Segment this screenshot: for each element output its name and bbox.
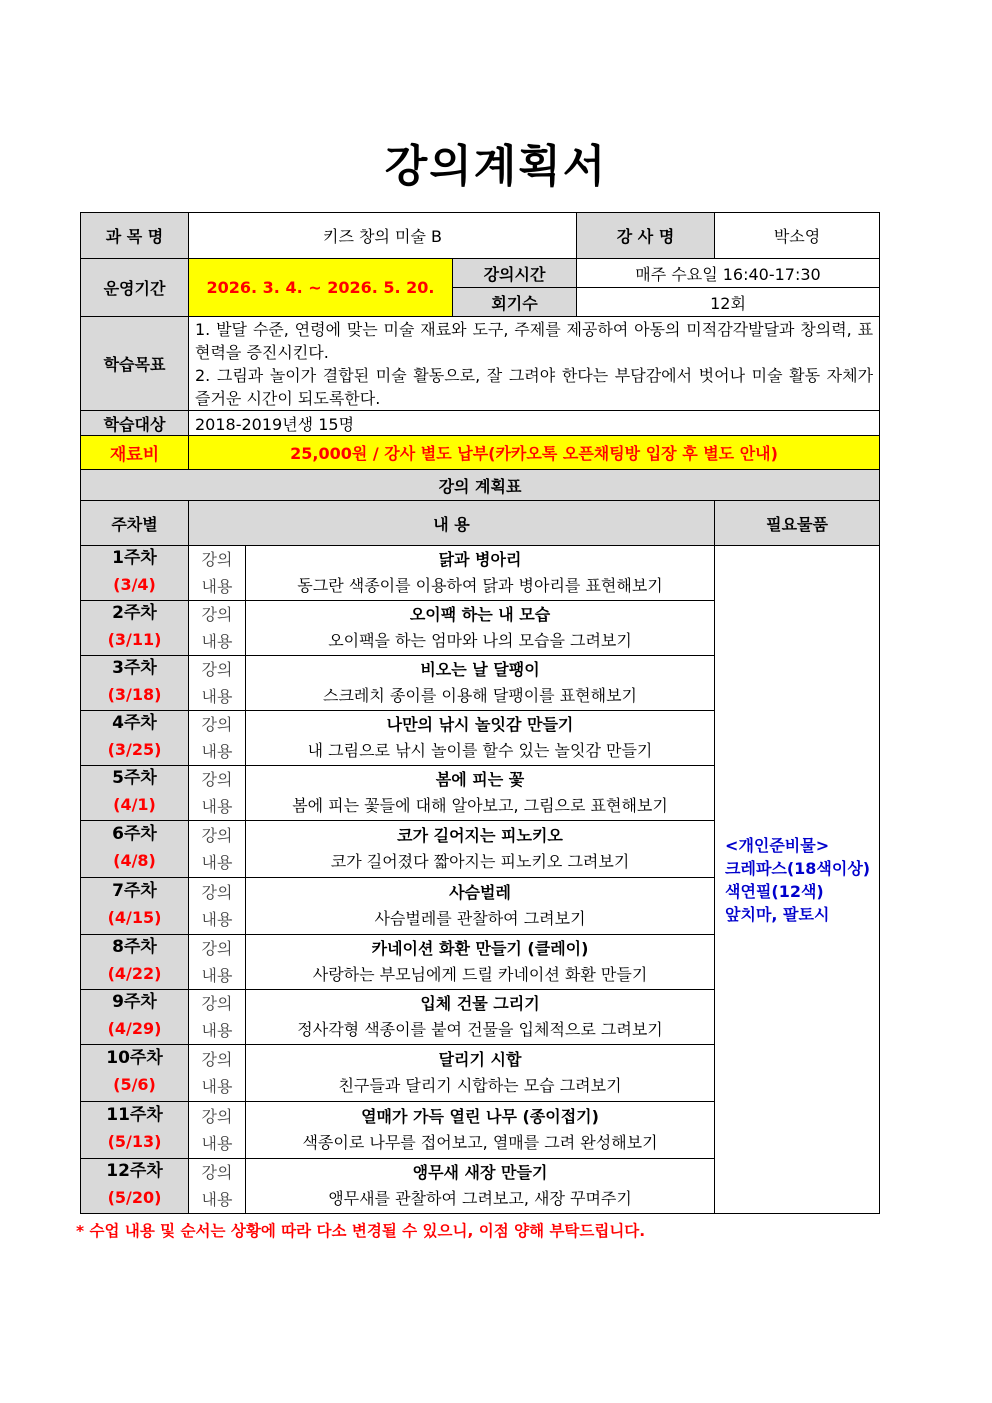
week-description: 코가 길어졌다 짧아지는 피노키오 그려보기 xyxy=(330,852,630,871)
goal-1: 1. 발달 수준, 연령에 맞는 미술 재료와 도구, 주제를 제공하여 아동의 미적감각발달과 창의력, 표현력을 증진시킨다. xyxy=(195,319,874,362)
document-title: 강의계획서 xyxy=(384,141,608,192)
row-label-cell xyxy=(189,935,246,990)
period-label: 운영기간 xyxy=(81,259,189,317)
course-name-label: 과 목 명 xyxy=(81,213,189,259)
week-description: 친구들과 달리기 시합하는 모습 그려보기 xyxy=(338,1076,622,1095)
row-label-cell xyxy=(189,656,246,711)
week-description: 사슴벌레를 관찰하여 그려보기 xyxy=(374,909,586,928)
week-date: (4/8) xyxy=(113,851,156,870)
row-label-cell xyxy=(189,1045,246,1102)
supply-item: 앞치마, 팔토시 xyxy=(725,904,830,924)
period-value: 2026. 3. 4. ~ 2026. 5. 20. xyxy=(189,259,453,317)
week-topic: 코가 길어지는 피노키오 xyxy=(397,826,563,845)
label-lecture: 강의 xyxy=(201,605,233,624)
week-number: 5주차 xyxy=(112,768,157,788)
label-lecture: 강의 xyxy=(201,660,233,679)
target-label: 학습대상 xyxy=(81,411,189,436)
target-value: 2018-2019년생 15명 xyxy=(189,411,880,436)
row-label-cell xyxy=(189,990,246,1045)
row-label-cell xyxy=(189,711,246,766)
week-date: (5/13) xyxy=(107,1132,162,1151)
week-content xyxy=(246,1159,715,1214)
supply-item: 색연필(12색) xyxy=(725,881,824,901)
week-description: 정사각형 색종이를 붙여 건물을 입체적으로 그려보기 xyxy=(297,1020,663,1039)
label-lecture: 강의 xyxy=(201,939,233,958)
week-cell xyxy=(81,711,189,766)
row-label-cell xyxy=(189,766,246,821)
week-topic: 나만의 낚시 놀잇감 만들기 xyxy=(386,715,574,734)
label-lecture: 강의 xyxy=(201,1163,233,1182)
week-description: 오이팩을 하는 엄마와 나의 모습을 그려보기 xyxy=(328,631,632,650)
week-description: 사랑하는 부모님에게 드릴 카네이션 화환 만들기 xyxy=(312,965,648,984)
week-topic: 앵무새 새장 만들기 xyxy=(412,1163,548,1182)
week-cell xyxy=(81,990,189,1045)
label-content: 내용 xyxy=(201,1134,233,1153)
week-number: 11주차 xyxy=(106,1105,163,1125)
week-content xyxy=(246,656,715,711)
week-row xyxy=(81,546,880,601)
week-cell xyxy=(81,821,189,878)
week-date: (3/25) xyxy=(107,740,162,759)
goal-2: 2. 그림과 놀이가 결합된 미술 활동으로, 잘 그려야 한다는 부담감에서 벗어나 미술 활동 자체가 즐거운 시간이 되도록한다. xyxy=(195,365,874,408)
week-topic: 입체 건물 그리기 xyxy=(420,994,540,1013)
week-number: 1주차 xyxy=(112,548,157,568)
label-content: 내용 xyxy=(201,577,233,596)
week-cell xyxy=(81,546,189,601)
label-lecture: 강의 xyxy=(201,826,233,845)
row-label-cell xyxy=(189,546,246,601)
week-topic: 비오는 날 달팽이 xyxy=(420,660,540,679)
sessions-label: 회기수 xyxy=(453,288,577,317)
col-supplies-header: 필요물품 xyxy=(715,501,880,546)
row-label-cell xyxy=(189,878,246,935)
col-week-header: 주차별 xyxy=(81,501,189,546)
label-lecture: 강의 xyxy=(201,1050,233,1069)
row-label-cell xyxy=(189,601,246,656)
week-number: 9주차 xyxy=(112,992,157,1012)
footnote: * 수업 내용 및 순서는 상황에 따라 다소 변경될 수 있으니, 이점 양해 부탁드립니다. xyxy=(76,1222,646,1240)
supplies-cell xyxy=(715,546,880,1214)
week-number: 3주차 xyxy=(112,658,157,678)
time-label: 강의시간 xyxy=(453,259,577,288)
label-lecture: 강의 xyxy=(201,770,233,789)
label-content: 내용 xyxy=(201,1077,233,1096)
col-content-header: 내 용 xyxy=(189,501,715,546)
week-cell xyxy=(81,766,189,821)
week-cell xyxy=(81,878,189,935)
instructor-label: 강 사 명 xyxy=(577,213,715,259)
fee-value: 25,000원 / 강사 별도 납부(카카오톡 오픈채팅방 입장 후 별도 안내) xyxy=(189,436,880,470)
week-description: 동그란 색종이를 이용하여 닭과 병아리를 표현해보기 xyxy=(297,576,663,595)
week-cell xyxy=(81,935,189,990)
week-cell xyxy=(81,601,189,656)
week-topic: 오이팩 하는 내 모습 xyxy=(409,605,551,624)
week-content xyxy=(246,878,715,935)
week-date: (5/20) xyxy=(107,1188,162,1207)
week-date: (4/1) xyxy=(113,795,156,814)
supply-item: 크레파스(18색이상) xyxy=(725,858,871,878)
label-content: 내용 xyxy=(201,966,233,985)
label-content: 내용 xyxy=(201,797,233,816)
label-content: 내용 xyxy=(201,632,233,651)
label-lecture: 강의 xyxy=(201,715,233,734)
week-number: 7주차 xyxy=(112,881,157,901)
week-date: (3/11) xyxy=(107,630,162,649)
row-label-cell xyxy=(189,821,246,878)
week-cell xyxy=(81,656,189,711)
label-lecture: 강의 xyxy=(201,1107,233,1126)
label-lecture: 강의 xyxy=(201,550,233,569)
week-number: 6주차 xyxy=(112,824,157,844)
week-content xyxy=(246,546,715,601)
week-cell xyxy=(81,1159,189,1214)
week-cell xyxy=(81,1045,189,1102)
week-description: 색종이로 나무를 접어보고, 열매를 그려 완성해보기 xyxy=(302,1133,658,1152)
label-content: 내용 xyxy=(201,742,233,761)
week-number: 4주차 xyxy=(112,713,157,733)
week-date: (4/22) xyxy=(107,964,162,983)
week-date: (3/18) xyxy=(107,685,162,704)
week-number: 10주차 xyxy=(106,1048,163,1068)
week-topic: 카네이션 화환 만들기 (클레이) xyxy=(371,939,589,958)
week-content xyxy=(246,1102,715,1159)
week-description: 앵무새를 관찰하여 그려보고, 새장 꾸며주기 xyxy=(328,1189,632,1208)
week-number: 8주차 xyxy=(112,937,157,957)
sessions-value: 12회 xyxy=(577,288,880,317)
week-topic: 닭과 병아리 xyxy=(438,550,522,569)
week-description: 내 그림으로 낚시 놀이를 할수 있는 놀잇감 만들기 xyxy=(307,741,653,760)
week-content xyxy=(246,935,715,990)
week-date: (5/6) xyxy=(113,1075,156,1094)
week-description: 스크레치 종이를 이용해 달팽이를 표현해보기 xyxy=(323,686,638,705)
course-name: 키즈 창의 미술 B xyxy=(189,213,577,259)
week-content xyxy=(246,821,715,878)
week-topic: 열매가 가득 열린 나무 (종이접기) xyxy=(361,1107,599,1126)
plan-section-title: 강의 계획표 xyxy=(81,470,880,501)
row-label-cell xyxy=(189,1159,246,1214)
lecture-plan-table xyxy=(80,212,880,1214)
label-content: 내용 xyxy=(201,1190,233,1209)
week-cell xyxy=(81,1102,189,1159)
week-content xyxy=(246,1045,715,1102)
week-topic: 달리기 시합 xyxy=(438,1050,522,1069)
week-content xyxy=(246,711,715,766)
row-label-cell xyxy=(189,1102,246,1159)
week-content xyxy=(246,601,715,656)
week-number: 2주차 xyxy=(112,603,157,623)
week-topic: 봄에 피는 꽃 xyxy=(435,770,525,789)
week-date: (4/29) xyxy=(107,1019,162,1038)
week-number: 12주차 xyxy=(106,1161,163,1181)
week-date: (3/4) xyxy=(113,575,156,594)
label-content: 내용 xyxy=(201,687,233,706)
label-content: 내용 xyxy=(201,1021,233,1040)
label-content: 내용 xyxy=(201,853,233,872)
week-date: (4/15) xyxy=(107,908,162,927)
time-value: 매주 수요일 16:40-17:30 xyxy=(577,259,880,288)
label-lecture: 강의 xyxy=(201,994,233,1013)
week-content xyxy=(246,990,715,1045)
goals-label: 학습목표 xyxy=(81,317,189,411)
week-topic: 사슴벌레 xyxy=(449,883,511,902)
instructor-name: 박소영 xyxy=(715,213,880,259)
week-description: 봄에 피는 꽃들에 대해 알아보고, 그림으로 표현해보기 xyxy=(292,796,668,815)
label-lecture: 강의 xyxy=(201,883,233,902)
goals-text xyxy=(189,317,880,411)
fee-label: 재료비 xyxy=(81,436,189,470)
supply-item: <개인준비물> xyxy=(725,835,830,855)
week-content xyxy=(246,766,715,821)
label-content: 내용 xyxy=(201,910,233,929)
